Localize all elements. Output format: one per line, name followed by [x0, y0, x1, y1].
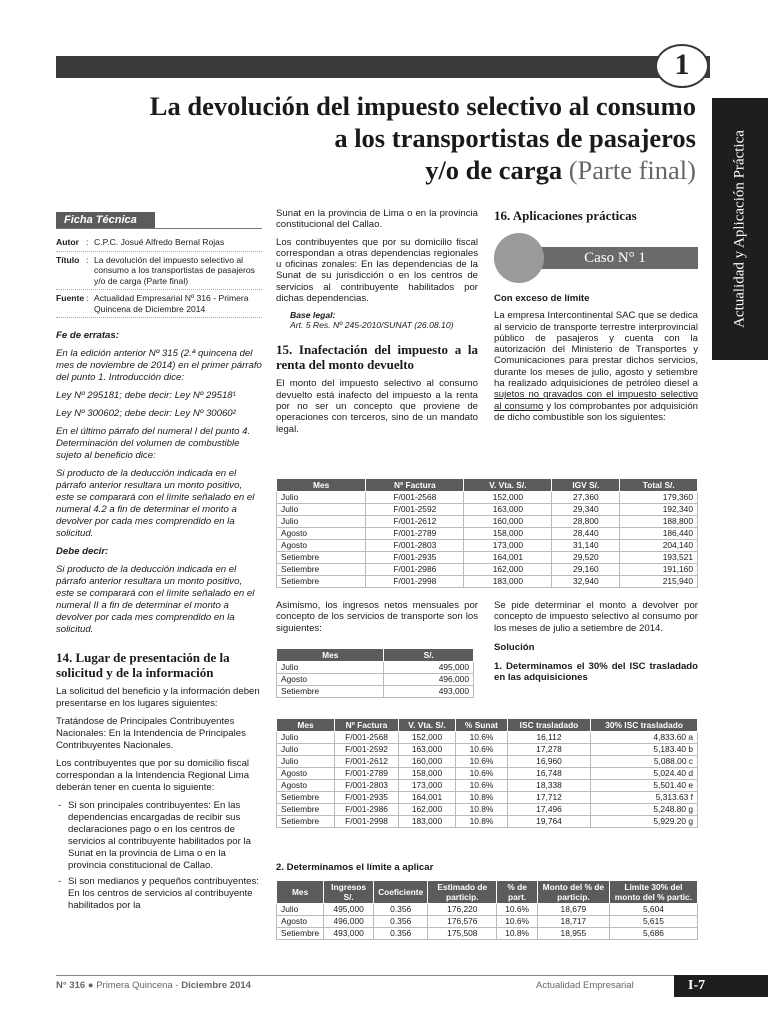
table-row [277, 816, 698, 828]
table-body [277, 732, 698, 828]
table-cell: Julio [277, 504, 366, 516]
table-cell: 18,717 [537, 916, 609, 928]
table-cell: 17,712 [507, 792, 590, 804]
table-cell: F/001-2803 [335, 780, 399, 792]
errata-p2: Ley Nº 295181; debe decir: Ley Nº 29518¹ [56, 390, 236, 401]
table-cell: 10.6% [456, 732, 508, 744]
column-header: IGV S/. [552, 479, 620, 492]
table-cell: 18,679 [537, 904, 609, 916]
table-cell: 158,000 [398, 768, 455, 780]
errata-p1: En la edición anterior Nº 315 (2.ª quincena del mes de noviembre de 2014) en el primer párrafo del punto 1. Introducción dice: [56, 348, 262, 383]
errata-p5: Si producto de la deducción indicada en el párrafo anterior resultara un monto positivo, este se comparará con el límite señalado en el numeral 4.2 a fin de determinar el monto a devolver por cada mes comprendido en la solicitud. [56, 468, 255, 539]
title-line-3-main: y/o de carga [425, 155, 563, 185]
issue-date: Diciembre 2014 [181, 980, 251, 991]
table-cell: 191,160 [620, 564, 698, 576]
table-row [277, 904, 698, 916]
table-cell: F/001-2986 [335, 804, 399, 816]
table-cell: F/001-2789 [366, 528, 464, 540]
ficha-colon: : [86, 237, 89, 247]
column-3-solution [494, 600, 698, 692]
table-cell: 204,140 [620, 540, 698, 552]
table-row [277, 744, 698, 756]
column-header: Nº Factura [335, 719, 399, 732]
section-14-title: 14. Lugar de presentación de la solicitud y de la información [56, 650, 230, 680]
step-1-label: 1. Determinamos el 30% del ISC trasladado en las adquisiciones [494, 661, 698, 684]
solution-label: Solución [494, 641, 535, 653]
column-header: V. Vta. S/. [398, 719, 455, 732]
table-row [277, 662, 474, 674]
column-header: Estimado de particip. [428, 881, 497, 904]
section-14-p1: La solicitud del beneficio y la información deben presentarse en los lugares siguientes: [56, 686, 260, 709]
base-legal [290, 310, 478, 330]
table-cell: Setiembre [277, 564, 366, 576]
caso-desc-a: La empresa Intercontinental SAC que se dedica al servicio de transporte terrestre interprovincial público de pasajeros y cuenta con la autorización del Ministerio de Transportes y Comunicaciones para prestar dichos servicios, durante los meses de julio, agosto y setiembre ha realizado adquisiciones de petróleo diesel a [494, 310, 698, 390]
table-cell: Julio [277, 516, 366, 528]
table-cell: F/001-2986 [366, 564, 464, 576]
table-cell: F/001-2803 [366, 540, 464, 552]
table-row [277, 916, 698, 928]
isc-table [276, 718, 698, 828]
table-row [277, 928, 698, 940]
table-cell: 160,000 [398, 756, 455, 768]
column-3-text [494, 208, 698, 429]
column-header: 30% ISC trasladado [591, 719, 698, 732]
caso-banner [494, 233, 698, 283]
table-row [277, 516, 698, 528]
title-line-1: La devolución del impuesto selectivo al consumo [149, 91, 696, 121]
table-cell: 0.356 [374, 904, 428, 916]
table-cell: 160,000 [464, 516, 552, 528]
ficha-tecnica-header [56, 210, 262, 229]
ficha-row-fuente [56, 290, 262, 318]
table-cell: 16,112 [507, 732, 590, 744]
table-cell: 158,000 [464, 528, 552, 540]
title-line-3 [56, 154, 696, 186]
vertical-sidebar [712, 98, 768, 360]
table-cell: 162,000 [398, 804, 455, 816]
table-cell: Julio [277, 904, 324, 916]
income-table [276, 648, 474, 698]
section-16-title: 16. Aplicaciones prácticas [494, 208, 637, 223]
table-cell: 192,340 [620, 504, 698, 516]
table-cell: 18,955 [537, 928, 609, 940]
table-row [277, 576, 698, 588]
table-row [277, 686, 474, 698]
table-cell: 179,360 [620, 492, 698, 504]
table-cell: 5,686 [609, 928, 697, 940]
column-2-text [276, 208, 478, 441]
table-row [277, 768, 698, 780]
table-cell: Setiembre [277, 816, 335, 828]
table-cell: 5,313.63 f [591, 792, 698, 804]
section-15-title: 15. Inafectación del impuesto a la renta del monto devuelto [276, 342, 478, 373]
table-cell: 176,576 [428, 916, 497, 928]
table-cell: Setiembre [277, 576, 366, 588]
issue-number: N° 316 [56, 980, 86, 991]
column-header: Mes [277, 881, 324, 904]
table-cell: 163,000 [464, 504, 552, 516]
table-cell: 186,440 [620, 528, 698, 540]
table-cell: 5,088.00 c [591, 756, 698, 768]
table-cell: Agosto [277, 528, 366, 540]
table-cell: 152,000 [464, 492, 552, 504]
table-cell: 10.6% [456, 756, 508, 768]
table-cell: 17,496 [507, 804, 590, 816]
table-cell: F/001-2935 [335, 792, 399, 804]
table-cell: Agosto [277, 540, 366, 552]
purchases-table [276, 478, 698, 588]
limit-table [276, 880, 698, 940]
section-header-band [56, 56, 710, 78]
table-cell: 495,000 [384, 662, 474, 674]
caso-desc-b: y los comprobantes por adquisición de dicho combustible son los siguientes: [494, 400, 698, 423]
table-cell: 27,360 [552, 492, 620, 504]
table-cell: 16,748 [507, 768, 590, 780]
table-cell: 29,520 [552, 552, 620, 564]
table-cell: 29,160 [552, 564, 620, 576]
table-cell: 5,604 [609, 904, 697, 916]
table-cell: 31,140 [552, 540, 620, 552]
table-cell: 164,001 [464, 552, 552, 564]
ficha-tecnica-label: Ficha Técnica [56, 212, 155, 228]
table-cell: Setiembre [277, 928, 324, 940]
table-row [277, 564, 698, 576]
table-cell: 10.6% [456, 768, 508, 780]
column-header: S/. [384, 649, 474, 662]
caso-subtitle: Con exceso de límite [494, 293, 590, 304]
base-legal-text: Art. 5 Res. Nº 245-2010/SUNAT (26.08.10) [290, 320, 454, 331]
table-cell: 4,833.60 a [591, 732, 698, 744]
table-body [277, 904, 698, 940]
table-cell: F/001-2998 [335, 816, 399, 828]
table-cell: 5,248.80 g [591, 804, 698, 816]
issue-period: Primera Quincena - [96, 980, 182, 991]
table-header-row [277, 719, 698, 732]
table-cell: 5,615 [609, 916, 697, 928]
table-cell: 173,000 [464, 540, 552, 552]
table-row [277, 540, 698, 552]
errata-title: Fe de erratas: [56, 330, 119, 341]
table-cell: 215,940 [620, 576, 698, 588]
section-number-badge: 1 [655, 44, 709, 88]
col2-p0: Sunat en la provincia de Lima o en la provincia constitucional del Callao. [276, 208, 478, 231]
column-header: Límite 30% del monto del % partic. [609, 881, 697, 904]
errata-p6: Si producto de la deducción indicada en el párrafo anterior resultara un monto positivo, este se comparará con el límite señalado en el numeral II a fin de determinar el monto a devolver por cada mes comprendido en la solicitud. [56, 564, 255, 635]
section-14-p3: Los contribuyentes que por su domicilio fiscal correspondan a la Intendencia Regional Lima deberán tener en cuenta lo siguiente: [56, 758, 250, 793]
ficha-row-titulo [56, 252, 262, 291]
column-header: Coeficiente [374, 881, 428, 904]
caso-label: Caso N° 1 [532, 247, 698, 269]
income-intro: Asimismo, los ingresos netos mensuales por concepto de los servicios de transporte son los siguientes: [276, 600, 478, 634]
title-line-2: a los transportistas de pasajeros [334, 123, 696, 153]
table-cell: F/001-2935 [366, 552, 464, 564]
column-header: Nº Factura [366, 479, 464, 492]
table-cell: 493,000 [324, 928, 374, 940]
ficha-key: Autor [56, 237, 79, 247]
table-cell: Setiembre [277, 804, 335, 816]
table-cell: 5,501.40 e [591, 780, 698, 792]
column-header: ISC trasladado [507, 719, 590, 732]
table-cell: 19,764 [507, 816, 590, 828]
ficha-colon: : [86, 254, 89, 265]
table-row [277, 528, 698, 540]
list-item: - Si son medianos y pequeños contribuyentes: En los centros de servicios al contribuyente habilitados por la [56, 876, 262, 912]
table-row [277, 732, 698, 744]
section-name: Área Tributaria [605, 1, 702, 17]
table-cell: Setiembre [277, 552, 366, 564]
column-header: Ingresos S/. [324, 881, 374, 904]
column-header: Total S/. [620, 479, 698, 492]
table-cell: 188,800 [620, 516, 698, 528]
table-row [277, 792, 698, 804]
table-cell: Setiembre [277, 792, 335, 804]
table-cell: 493,000 [384, 686, 474, 698]
column-1-text [56, 330, 262, 916]
table-cell: 10.8% [456, 792, 508, 804]
table-row [277, 492, 698, 504]
ficha-key: Fuente [56, 293, 85, 303]
table-row [277, 504, 698, 516]
people-photo-icon [494, 233, 544, 283]
table-cell: 10.8% [456, 804, 508, 816]
caso-description [494, 310, 698, 423]
caso-desc-underlined: sujetos no gravados con el impuesto selectivo al consumo [494, 389, 698, 412]
table-cell: Agosto [277, 916, 324, 928]
table-cell: 496,000 [384, 674, 474, 686]
table-cell: Julio [277, 756, 335, 768]
list-item: - Si son principales contribuyentes: En las dependencias encargadas de recibir sus declaraciones pago o en los centros de servicios al contribuyente habilitados por la Sunat en la provincia de Lima o en la provincia constitucional de Callao. [56, 800, 262, 872]
table-cell: Julio [277, 662, 384, 674]
column-header: Mes [277, 479, 366, 492]
table-cell: 175,508 [428, 928, 497, 940]
table-cell: 173,000 [398, 780, 455, 792]
sidebar-label: Actualidad y Aplicación Práctica [731, 130, 748, 328]
table-cell: Julio [277, 744, 335, 756]
table-cell: 18,338 [507, 780, 590, 792]
page-number: I-7 [674, 975, 768, 997]
table-row [277, 674, 474, 686]
errata-p4: En el último párrafo del numeral I del punto 4. Determinación del volumen de combustible sujeto al beneficio dice: [56, 426, 251, 461]
table-cell: 28,440 [552, 528, 620, 540]
ficha-row-autor [56, 234, 262, 252]
column-header: V. Vta. S/. [464, 479, 552, 492]
section-15-text: El monto del impuesto selectivo al consumo devuelto está inafecto del impuesto a la renta por no ser un concepto que proviene de operaciones con terceros, sino de un mandato legal. [276, 378, 478, 435]
table-cell: 10.8% [497, 928, 538, 940]
table-cell: 193,521 [620, 552, 698, 564]
table-header-row [277, 881, 698, 904]
section-14-p2: Tratándose de Principales Contribuyentes Nacionales: En la Intendencia de Principales Contribuyentes Nacionales. [56, 716, 246, 751]
table-row [277, 756, 698, 768]
footer-issue: N° 316 ● Primera Quincena - Diciembre 2014 [56, 980, 251, 991]
table-cell: 164,001 [398, 792, 455, 804]
table-cell: 0.356 [374, 928, 428, 940]
column-header: Mes [277, 649, 384, 662]
table-cell: Agosto [277, 674, 384, 686]
table-cell: 10.6% [497, 916, 538, 928]
base-legal-label: Base legal: [290, 310, 336, 321]
table-cell: 162,000 [464, 564, 552, 576]
errata-debe-decir: Debe decir: [56, 546, 109, 557]
table-row [277, 780, 698, 792]
footer-publication: Actualidad Empresarial [536, 980, 634, 991]
table-cell: 28,800 [552, 516, 620, 528]
column-header: % de part. [497, 881, 538, 904]
table-cell: 10.6% [456, 744, 508, 756]
ficha-val: Actualidad Empresarial Nº 316 - Primera Quincena de Diciembre 2014 [94, 293, 249, 314]
table-header-row [277, 479, 698, 492]
ficha-key: Título [56, 254, 80, 265]
section-14-list [56, 800, 262, 912]
column-header: Mes [277, 719, 335, 732]
table-cell: 0.356 [374, 916, 428, 928]
table-cell: 495,000 [324, 904, 374, 916]
table-cell: 29,340 [552, 504, 620, 516]
table-row [277, 552, 698, 564]
table-cell: F/001-2612 [366, 516, 464, 528]
table-cell: 17,278 [507, 744, 590, 756]
col2-p1: Los contribuyentes que por su domicilio fiscal correspondan a otras dependencias regionales u oficinas zonales: En las dependencias de la Sunat de su jurisdicción o en los centros de servicios al contribuyente habilitados por dichas dependencias. [276, 236, 478, 305]
table-cell: 5,183.40 b [591, 744, 698, 756]
table-header-row [277, 649, 474, 662]
table-cell: Julio [277, 492, 366, 504]
request-text: Se pide determinar el monto a devolver por concepto de impuesto selectivo al consumo por los meses de julio a setiembre de 2014. [494, 600, 698, 634]
table-cell: 32,940 [552, 576, 620, 588]
table-cell: F/001-2592 [366, 504, 464, 516]
table-row [277, 804, 698, 816]
table-cell: F/001-2568 [335, 732, 399, 744]
table-cell: 10.6% [456, 780, 508, 792]
table-cell: F/001-2568 [366, 492, 464, 504]
ficha-val: C.P.C. Josué Alfredo Bernal Rojas [94, 237, 225, 247]
table-cell: 176,220 [428, 904, 497, 916]
errata-p3: Ley Nº 300602; debe decir: Ley Nº 30060² [56, 408, 236, 419]
table-cell: 16,960 [507, 756, 590, 768]
table-cell: F/001-2789 [335, 768, 399, 780]
table-cell: F/001-2998 [366, 576, 464, 588]
table-cell: Julio [277, 732, 335, 744]
table-cell: F/001-2612 [335, 756, 399, 768]
table-cell: 183,000 [398, 816, 455, 828]
table-cell: 152,000 [398, 732, 455, 744]
table-cell: F/001-2592 [335, 744, 399, 756]
ficha-tecnica-table [56, 234, 262, 318]
ficha-val: La devolución del impuesto selectivo al consumo a los transportistas de pasajeros y/o de carga (Parte final) [94, 254, 255, 286]
table-cell: 5,929.20 g [591, 816, 698, 828]
table-cell: 496,000 [324, 916, 374, 928]
table-cell: 163,000 [398, 744, 455, 756]
table-cell: Agosto [277, 768, 335, 780]
table-cell: 10.8% [456, 816, 508, 828]
column-header: Monto del % de particip. [537, 881, 609, 904]
article-title [56, 90, 696, 186]
step-2-label: 2. Determinamos el límite a aplicar [276, 862, 434, 873]
column-header: % Sunat [456, 719, 508, 732]
table-cell: 5,024.40 d [591, 768, 698, 780]
table-cell: 10.6% [497, 904, 538, 916]
table-cell: Setiembre [277, 686, 384, 698]
table-cell: Agosto [277, 780, 335, 792]
title-suffix: (Parte final) [568, 155, 696, 185]
footer-rule [56, 975, 768, 976]
table-body [277, 662, 474, 698]
table-cell: 183,000 [464, 576, 552, 588]
ficha-colon: : [86, 293, 89, 303]
table-body [277, 492, 698, 588]
